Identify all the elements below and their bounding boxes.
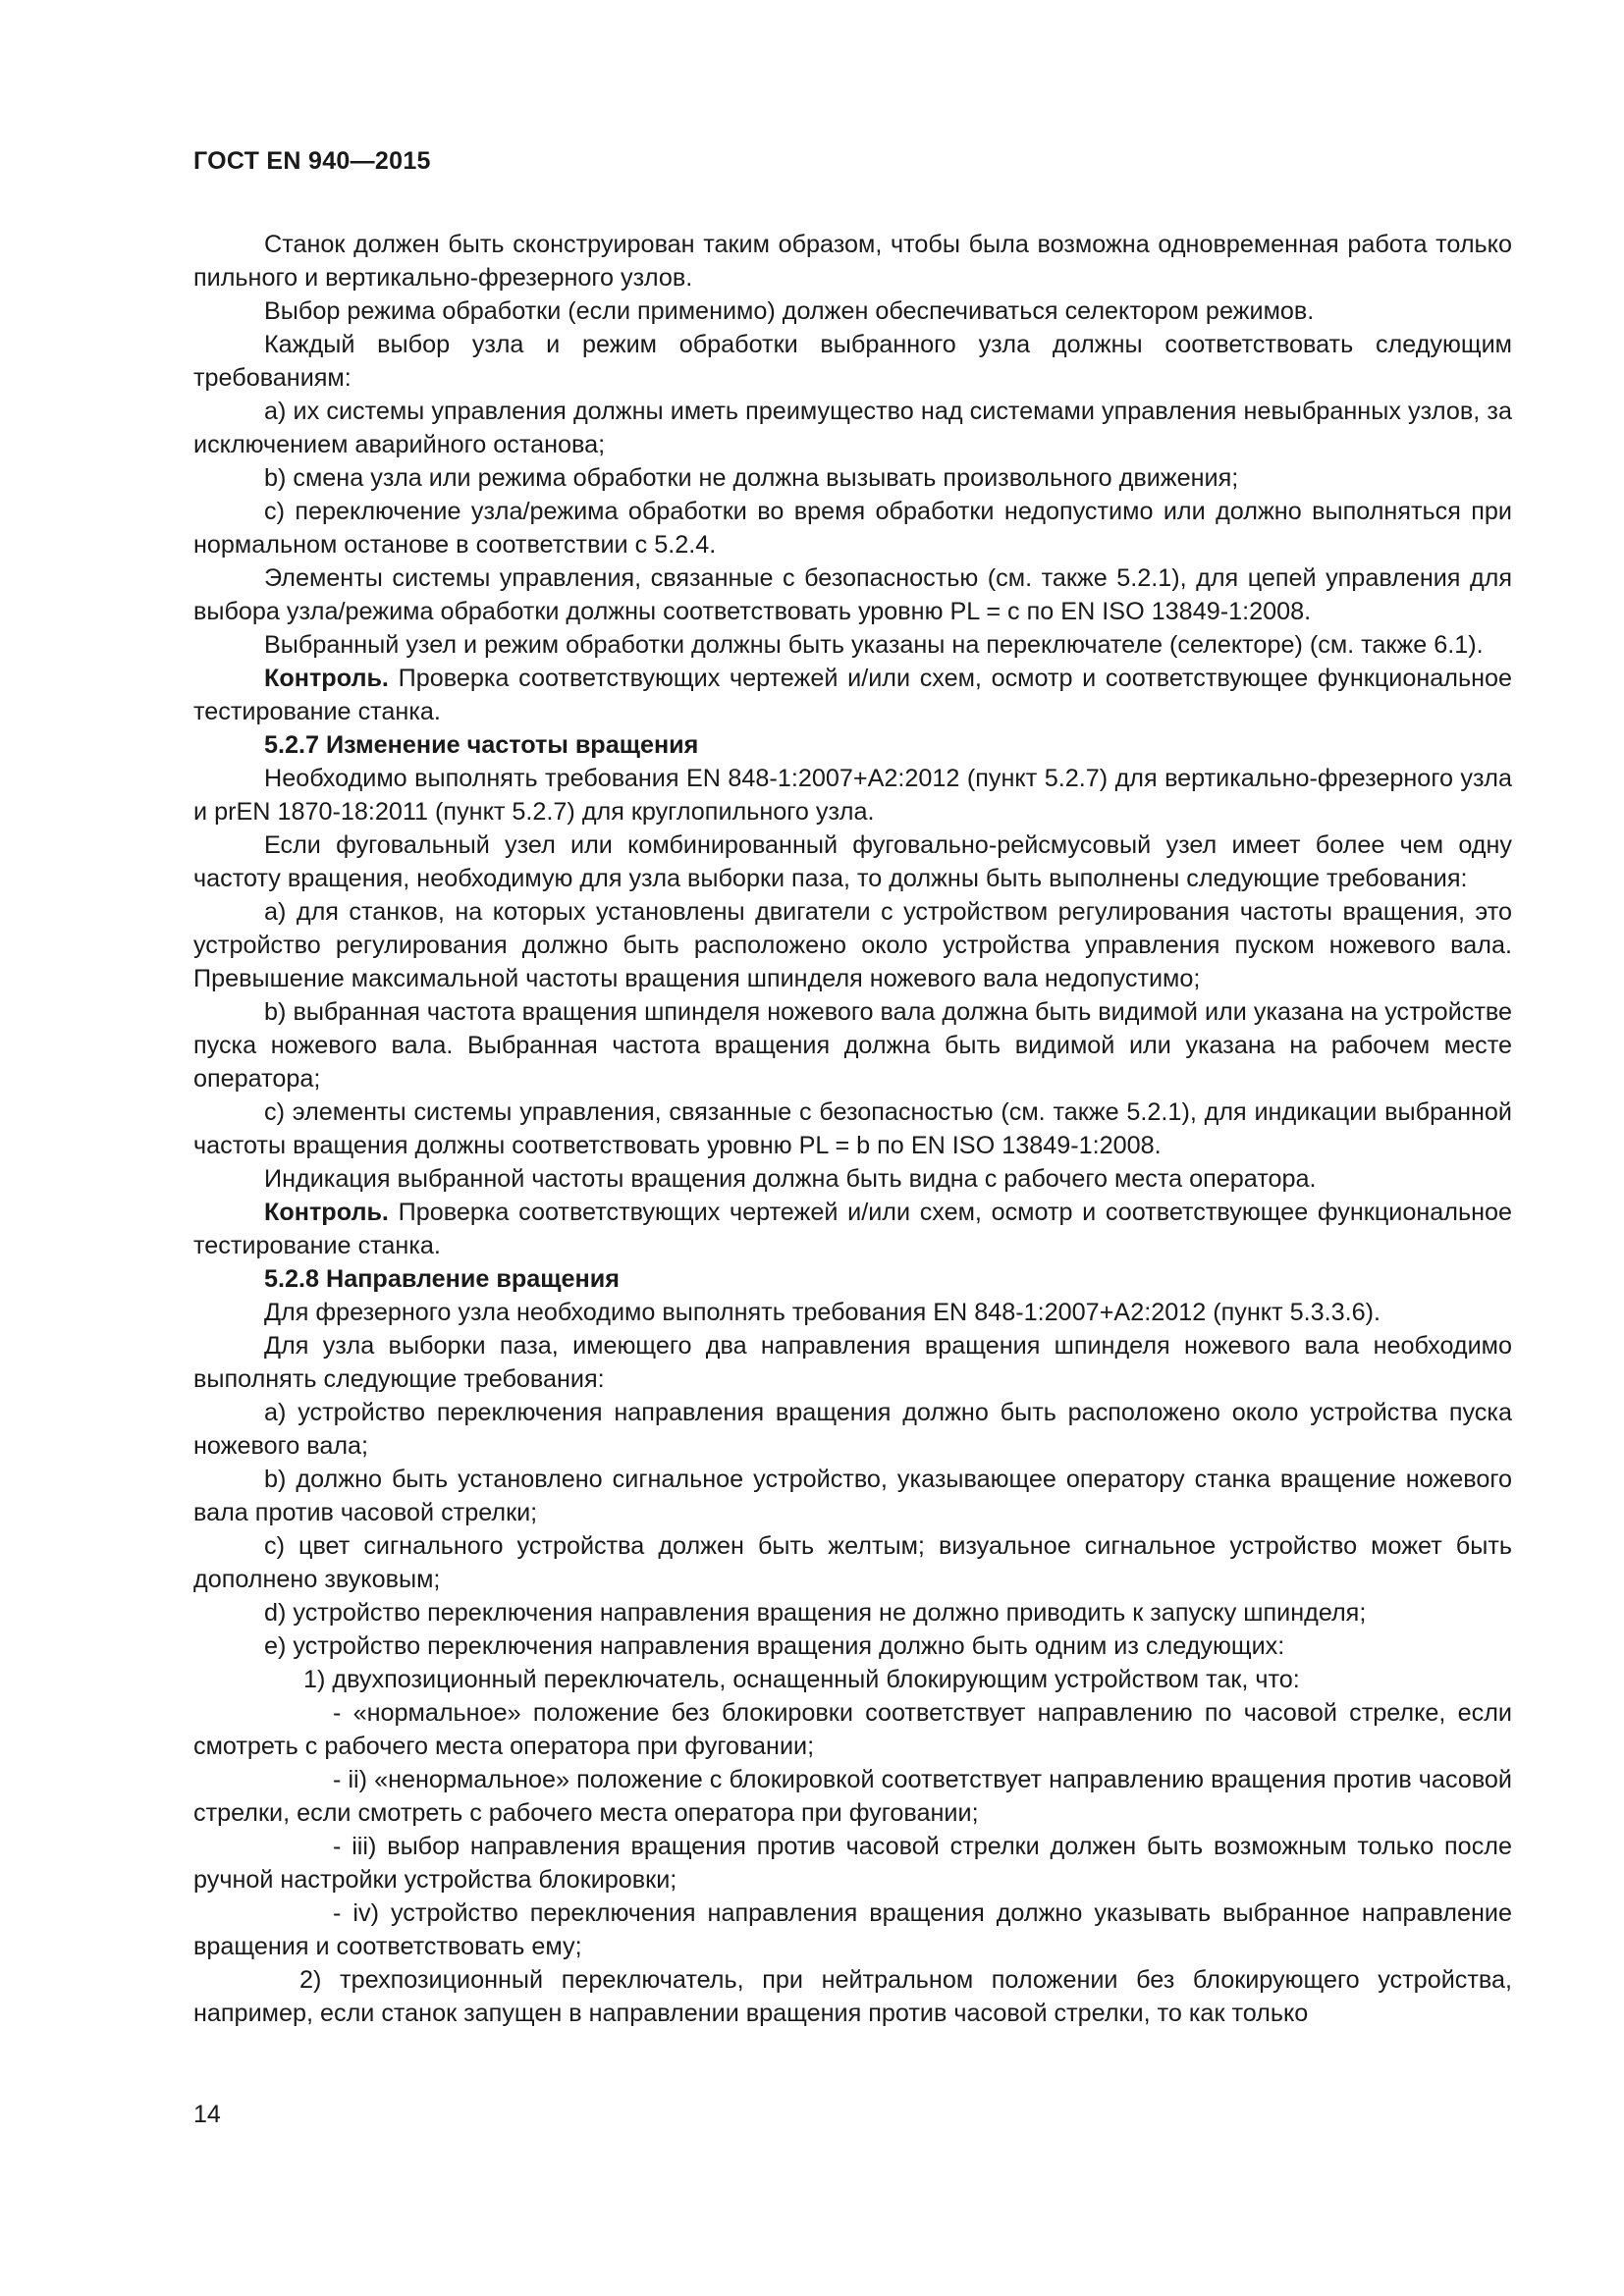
list-item: e) устройство переключения направления вращения должно быть одним из следующих:	[264, 1632, 1285, 1660]
paragraph: Индикация выбранной частоты вращения должна быть видна с рабочего места оператора.	[264, 1165, 1317, 1193]
document-body	[193, 228, 1512, 2030]
sub-list-item: 1) двухпозиционный переключатель, оснащенный блокирующим устройством так, что:	[303, 1666, 1300, 1693]
paragraph: Выбранный узел и режим обработки должны быть указаны на переключателе (селекторе) (см. также 6.1).	[264, 631, 1484, 659]
control-paragraph	[193, 1196, 1512, 1262]
control-text: Проверка соответствующих чертежей и/или схем, осмотр и соответствующее функциональное тестирование станка.	[193, 1199, 1512, 1259]
control-paragraph	[193, 662, 1512, 728]
list-item: b) смена узла или режима обработки не должна вызывать произвольного движения;	[264, 464, 1239, 492]
control-text: Проверка соответствующих чертежей и/или схем, осмотр и соответствующее функциональное тестирование станка.	[193, 665, 1512, 725]
sub-sub-list-item: - ii) «ненормальное» положение с блокировкой соответствует направлению вращения против часовой стрелки, если смотреть с рабочего места оператора при фуговании;	[193, 1766, 1512, 1827]
control-label: Контроль.	[264, 665, 389, 692]
list-item: c) элементы системы управления, связанные с безопасностью (см. также 5.2.1), для индикации выбранной частоты вращения должны соответствовать уровню PL = b по EN ISO 13849-1:2008.	[193, 1098, 1512, 1159]
control-label: Контроль.	[264, 1199, 389, 1226]
paragraph: Для узла выборки паза, имеющего два направления вращения шпинделя ножевого вала необходимо выполнять следующие требования:	[193, 1332, 1512, 1393]
list-item: a) для станков, на которых установлены двигатели с устройством регулирования частоты вращения, это устройство регулирования должно быть расположено около устройства управления пуском ножевого вала. Превышение максимальной частоты вращения шпинделя ножевого вала недопустимо;	[193, 898, 1512, 992]
section-heading-5-2-8: 5.2.8 Направление вращения	[264, 1265, 620, 1293]
paragraph: Если фуговальный узел или комбинированный фуговально-рейсмусовый узел имеет более чем одну частоту вращения, необходимую для узла выборки паза, то должны быть выполнены следующие требования:	[193, 831, 1512, 892]
paragraph: Элементы системы управления, связанные с безопасностью (см. также 5.2.1), для цепей управления для выбора узла/режима обработки должны соответствовать уровню PL = с по EN ISO 13849-1:2008.	[193, 564, 1512, 625]
paragraph: Станок должен быть сконструирован таким образом, чтобы была возможна одновременная работа только пильного и вертикально-фрезерного узлов.	[193, 231, 1512, 292]
list-item: c) переключение узла/режима обработки во время обработки недопустимо или должно выполняться при нормальном останове в соответствии с 5.2.4.	[193, 498, 1512, 559]
list-item: a) устройство переключения направления вращения должно быть расположено около устройства пуска ножевого вала;	[193, 1399, 1512, 1460]
sub-sub-list-item: - iv) устройство переключения направления вращения должно указывать выбранное направление вращения и соответствовать ему;	[193, 1899, 1512, 1960]
paragraph: Выбор режима обработки (если применимо) должен обеспечиваться селектором режимов.	[264, 297, 1315, 325]
sub-sub-list-item: - «нормальное» положение без блокировки соответствует направлению по часовой стрелке, если смотреть с рабочего места оператора при фуговании;	[193, 1699, 1512, 1760]
list-item: d) устройство переключения направления вращения не должно приводить к запуску шпинделя;	[264, 1599, 1367, 1627]
list-item: c) цвет сигнального устройства должен быть желтым; визуальное сигнальное устройство может быть дополнено звуковым;	[193, 1532, 1512, 1593]
sub-sub-list-item: - iii) выбор направления вращения против часовой стрелки должен быть возможным только после ручной настройки устройства блокировки;	[193, 1833, 1512, 1894]
list-item: b) должно быть установлено сигнальное устройство, указывающее оператору станка вращение ножевого вала против часовой стрелки;	[193, 1466, 1512, 1526]
paragraph: Необходимо выполнять требования EN 848-1:2007+A2:2012 (пункт 5.2.7) для вертикально-фрезерного узла и prEN 1870-18:2011 (пункт 5.2.7) для круглопильного узла.	[193, 765, 1512, 826]
document-code-header: ГОСТ EN 940—2015	[193, 147, 431, 175]
paragraph: Каждый выбор узла и режим обработки выбранного узла должны соответствовать следующим требованиям:	[193, 331, 1512, 392]
sub-list-item: 2) трехпозиционный переключатель, при нейтральном положении без блокирующего устройства, например, если станок запущен в направлении вращения против часовой стрелки, то как только	[193, 1966, 1512, 2027]
list-item: b) выбранная частота вращения шпинделя ножевого вала должна быть видимой или указана на устройстве пуска ножевого вала. Выбранная частота вращения должна быть видимой или указана на рабочем месте оператора;	[193, 998, 1512, 1093]
list-item: a) их системы управления должны иметь преимущество над системами управления невыбранных узлов, за исключением аварийного останова;	[193, 398, 1512, 458]
page-number: 14	[193, 2101, 221, 2128]
paragraph: Для фрезерного узла необходимо выполнять требования EN 848-1:2007+A2:2012 (пункт 5.3.3.6).	[264, 1299, 1381, 1326]
section-heading-5-2-7: 5.2.7 Изменение частоты вращения	[264, 731, 699, 759]
